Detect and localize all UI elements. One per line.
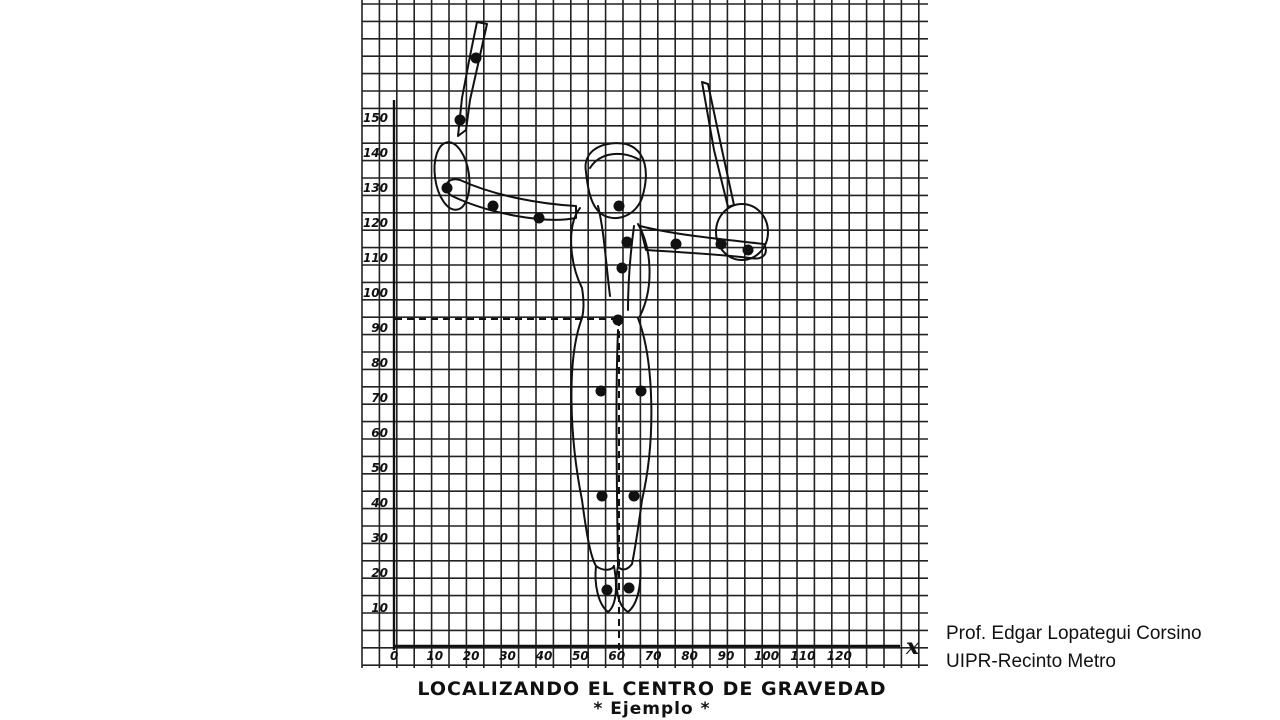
x-tick-label: 110 — [790, 649, 816, 663]
x-tick-label: 120 — [826, 649, 852, 663]
segment-center-point — [622, 237, 633, 248]
segment-center-point — [442, 183, 453, 194]
segment-center-point — [471, 53, 482, 64]
y-tick-label: 130 — [362, 181, 388, 195]
y-tick-label: 110 — [362, 251, 388, 265]
y-tick-label: 70 — [371, 391, 388, 405]
segment-center-point — [743, 245, 754, 256]
segment-center-point — [614, 201, 625, 212]
segment-center-point — [671, 239, 682, 250]
y-tick-label: 60 — [371, 426, 388, 440]
segment-center-point — [455, 115, 466, 126]
y-tick-label: 100 — [362, 286, 388, 300]
institution-name: UIPR-Recinto Metro — [946, 651, 1116, 672]
segment-center-point — [617, 263, 628, 274]
segment-center-point — [629, 491, 640, 502]
y-tick-label: 80 — [371, 356, 388, 370]
x-tick-label: 60 — [608, 649, 626, 663]
x-tick-label: 40 — [535, 649, 553, 663]
segment-center-point — [613, 315, 624, 326]
y-tick-label: 40 — [371, 496, 388, 510]
segment-center-point — [602, 585, 613, 596]
segment-center-point — [534, 213, 545, 224]
grid-paper — [362, 0, 928, 668]
caption-title: LOCALIZANDO EL CENTRO DE GRAVEDAD — [417, 678, 887, 700]
segment-center-points — [442, 53, 754, 596]
y-tick-label: 90 — [371, 321, 388, 335]
segment-center-point — [716, 239, 727, 250]
x-tick-label: 20 — [462, 649, 480, 663]
y-tick-label: 140 — [362, 146, 388, 160]
x-axis-tick-labels — [390, 649, 852, 663]
x-axis-letter: x — [906, 634, 920, 660]
x-tick-label: 10 — [426, 649, 444, 663]
x-tick-label: 80 — [681, 649, 698, 663]
x-tick-label: 50 — [572, 649, 589, 663]
segment-center-point — [624, 583, 635, 594]
x-tick-label: 70 — [644, 649, 662, 663]
y-tick-label: 10 — [371, 601, 388, 615]
segment-center-point — [488, 201, 499, 212]
y-tick-label: 150 — [362, 111, 388, 125]
segment-center-point — [636, 386, 647, 397]
caption-subtitle: * Ejemplo * — [593, 699, 711, 719]
y-tick-label: 50 — [371, 461, 388, 475]
author-name: Prof. Edgar Lopategui Corsino — [946, 623, 1202, 644]
segment-center-point — [597, 491, 608, 502]
y-tick-label: 20 — [371, 566, 388, 580]
x-tick-label: 90 — [717, 649, 735, 663]
x-tick-label: 30 — [499, 649, 516, 663]
credits-block — [946, 620, 1202, 676]
x-tick-label: 0 — [390, 649, 399, 663]
y-axis-tick-labels — [363, 111, 388, 615]
y-tick-label: 120 — [362, 216, 388, 230]
segment-center-point — [596, 386, 607, 397]
x-tick-label: 100 — [754, 649, 780, 663]
y-tick-label: 30 — [371, 531, 388, 545]
